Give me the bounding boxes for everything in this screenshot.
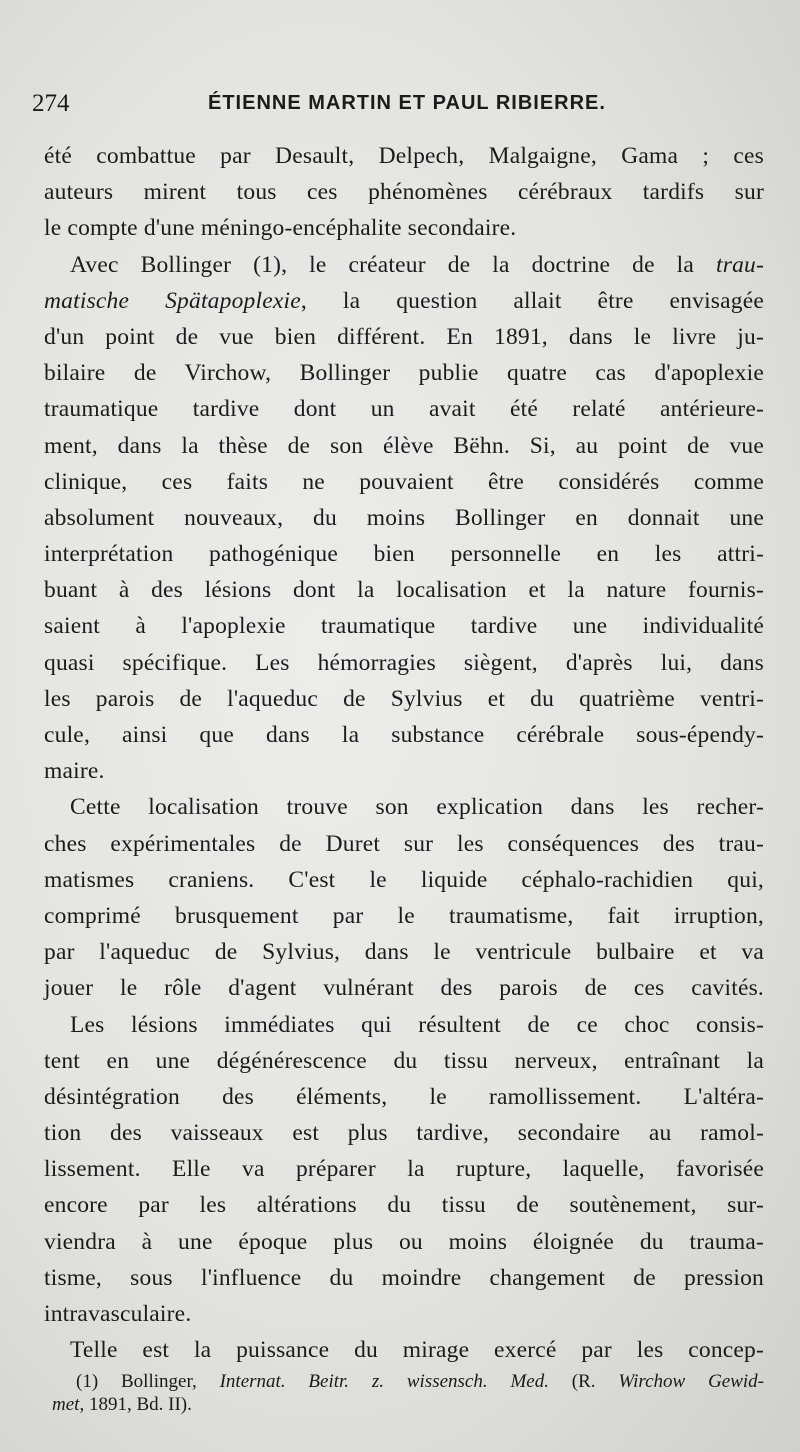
- text-line: auteurs mirent tous ces phénomènes cérébraux tardifs sur: [44, 179, 764, 206]
- text-line: tion des vaisseaux est plus tardive, secondaire au ramol-: [44, 1120, 764, 1147]
- italic-term: trau-: [716, 251, 764, 278]
- text-line: désintégration des éléments, le ramollissement. L'altéra-: [44, 1083, 764, 1110]
- footnote-line: [52, 1393, 764, 1416]
- text-line: interprétation pathogénique bien personnelle en les attri-: [44, 541, 764, 568]
- text-line: [44, 247, 764, 283]
- text-line: matismes craniens. C'est le liquide céphalo-rachidien qui,: [44, 866, 764, 893]
- text-line: Cette localisation trouve son explication dans les recher-: [70, 794, 764, 821]
- text-line: ches expérimentales de Duret sur les conséquences des trau-: [44, 830, 764, 857]
- running-head: ÉTIENNE MARTIN ET PAUL RIBIERRE.: [208, 92, 606, 114]
- text-line: buant à des lésions dont la localisation et la nature fournis-: [44, 577, 764, 604]
- text-line: tisme, sous l'influence du moindre changement de pression: [44, 1264, 764, 1291]
- text-line: comprimé brusquement par le traumatisme, fait irruption,: [44, 902, 764, 929]
- page-number: 274: [32, 90, 70, 117]
- text-line: intravasculaire.: [44, 1301, 192, 1327]
- footnote-source: Internat. Beitr. z. wissensch. Med.: [219, 1371, 549, 1392]
- footnote-festschrift: Wirchow Gewid-: [618, 1371, 764, 1392]
- text-line: traumatique tardive dont un avait été relaté antérieure-: [44, 396, 764, 423]
- text-line: Telle est la puissance du mirage exercé par les concep-: [70, 1337, 764, 1364]
- footnote-mark: (1): [76, 1371, 99, 1392]
- body-text: [44, 138, 764, 1368]
- footnote: [52, 1370, 764, 1416]
- text-line: [44, 283, 764, 319]
- footnote-paren: (R.: [548, 1371, 619, 1392]
- text-line: jouer le rôle d'agent vulnérant des parois de ces cavités.: [44, 975, 764, 1002]
- text-line: viendra à une époque plus ou moins éloignée du trauma-: [44, 1228, 764, 1255]
- text-line: ment, dans la thèse de son élève Bëhn. Si, au point de vue: [44, 432, 764, 459]
- text-line: le compte d'une méningo-encéphalite secondaire.: [44, 215, 517, 242]
- text-line: tent en une dégénérescence du tissu nerveux, entraînant la: [44, 1047, 764, 1074]
- footnote-line: [52, 1370, 764, 1393]
- text-line: par l'aqueduc de Sylvius, dans le ventricule bulbaire et va: [44, 939, 764, 966]
- text-line: Les lésions immédiates qui résultent de ce choc consis-: [70, 1011, 764, 1038]
- text-line: bilaire de Virchow, Bollinger publie quatre cas d'apoplexie: [44, 360, 764, 387]
- footnote-details: , 1891, Bd. II).: [79, 1394, 192, 1415]
- text-span: , la question allait être envisagée: [300, 287, 764, 314]
- page-header: [32, 90, 772, 122]
- text-line: les parois de l'aqueduc de Sylvius et du quatrième ventri-: [44, 685, 764, 712]
- text-line: cule, ainsi que dans la substance cérébrale sous-épendy-: [44, 722, 764, 748]
- text-line: encore par les altérations du tissu de soutènement, sur-: [44, 1192, 764, 1219]
- text-line: saient à l'apoplexie traumatique tardive une individualité: [44, 613, 764, 640]
- text-line: lissement. Elle va préparer la rupture, laquelle, favorisée: [44, 1156, 764, 1183]
- text-line: absolument nouveaux, du moins Bollinger en donnait une: [44, 504, 764, 531]
- italic-term: matische Spätapoplexie: [44, 287, 301, 314]
- footnote-author: Bollinger,: [121, 1371, 220, 1392]
- text-line: d'un point de vue bien différent. En 1891, dans le livre ju-: [44, 323, 764, 350]
- text-line: quasi spécifique. Les hémorragies siègent, d'après lui, dans: [44, 649, 764, 676]
- text-line: été combattue par Desault, Delpech, Malgaigne, Gama ; ces: [44, 143, 764, 169]
- text-line: maire.: [44, 758, 105, 785]
- text-span: Avec Bollinger (1), le créateur de la doctrine de la: [70, 251, 716, 278]
- text-line: clinique, ces faits ne pouvaient être considérés comme: [44, 468, 764, 495]
- footnote-festschrift-end: met: [52, 1394, 80, 1415]
